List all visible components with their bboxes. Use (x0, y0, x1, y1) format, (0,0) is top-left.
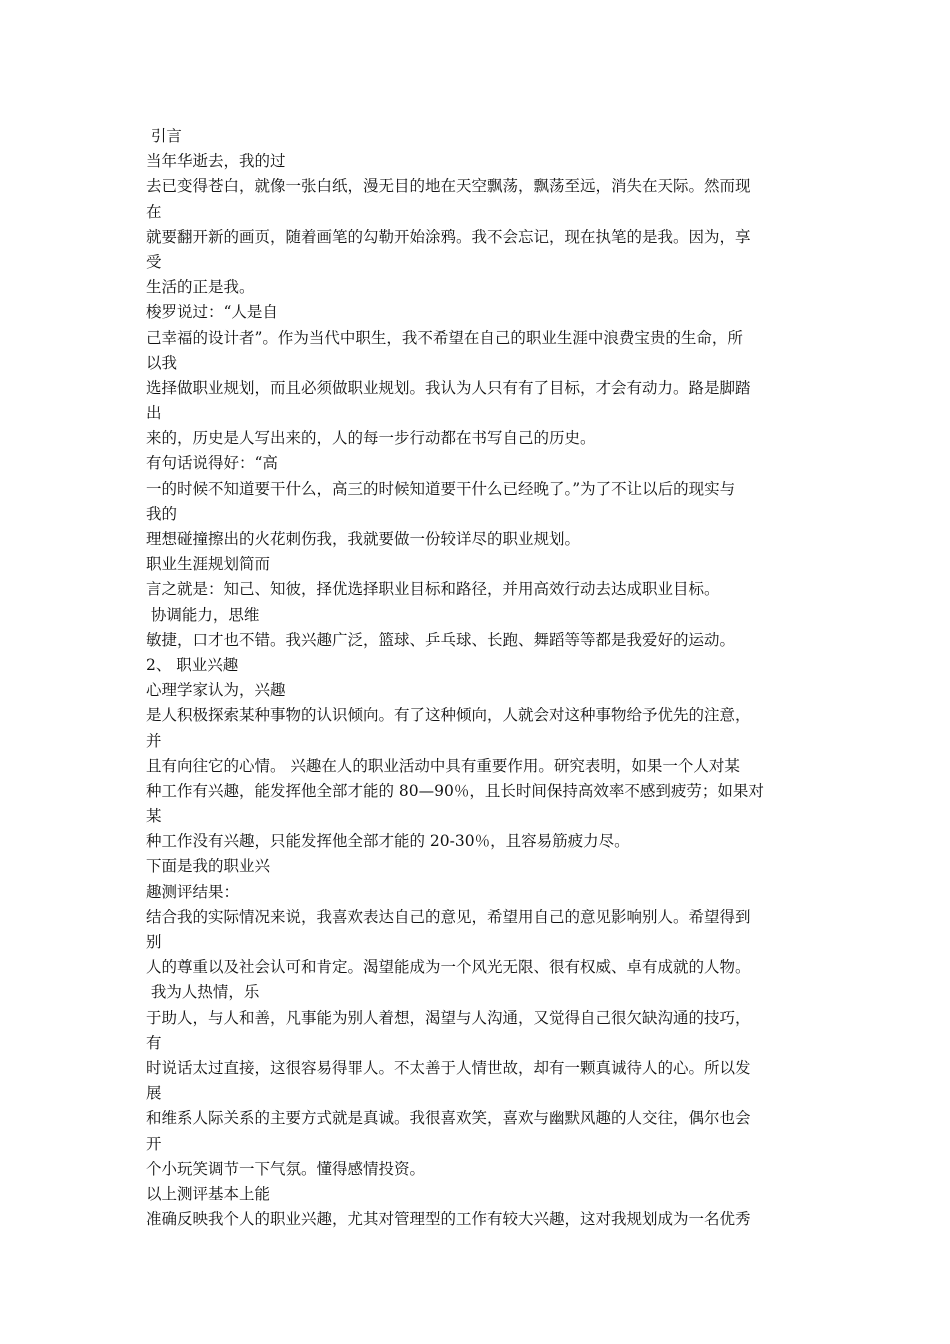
text-line: 于助人，与人和善，凡事能为别人着想，渴望与人沟通，又觉得自己很欠缺沟通的技巧， (146, 1008, 751, 1027)
text-line: 结合我的实际情况来说，我喜欢表达自己的意见，希望用自己的意见影响别人。希望得到 (146, 907, 751, 926)
text-line: 选择做职业规划，而且必须做职业规划。我认为人只有有了目标，才会有动力。路是脚踏 (146, 378, 751, 397)
text-line: 生活的正是我。 (146, 278, 255, 297)
text-line: 言之就是：知己、知彼，择优选择职业目标和路径，并用高效行动去达成职业目标。 (146, 580, 720, 599)
text-line: 种工作有兴趣，能发挥他全部才能的 80—90％，且长时间保持高效率不感到疲劳；如果对 (146, 781, 764, 800)
text-line: 别 (146, 933, 162, 951)
text-line: 是人积极探索某种事物的认识倾向。有了这种倾向，人就会对这种事物给予优先的注意， (146, 706, 751, 725)
text-line: 2、 职业兴趣 (146, 655, 239, 674)
text-line: 己幸福的设计者”。作为当代中职生，我不希望在自己的职业生涯中浪费宝贵的生命，所 (146, 328, 743, 347)
text-line: 引言 (146, 127, 182, 145)
text-line: 以上测评基本上能 (146, 1184, 271, 1203)
text-line: 受 (146, 252, 162, 271)
text-line: 以我 (146, 353, 178, 372)
text-line: 人的尊重以及社会认可和肯定。渴望能成为一个风光无限、很有权威、卓有成就的人物。 (146, 958, 751, 977)
text-line: 准确反映我个人的职业兴趣，尤其对管理型的工作有较大兴趣，这对我规划成为一名优秀 (146, 1210, 751, 1229)
text-line: 并 (146, 731, 162, 750)
text-line: 展 (146, 1084, 162, 1103)
text-line: 下面是我的职业兴 (146, 857, 271, 876)
text-line: 某 (146, 807, 162, 826)
text-line: 趣测评结果： (146, 882, 240, 901)
text-line: 个小玩笑调节一下气氛。懂得感情投资。 (146, 1159, 426, 1178)
text-line: 和维系人际关系的主要方式就是真诚。我很喜欢笑，喜欢与幽默风趣的人交往，偶尔也会 (146, 1109, 751, 1128)
text-line: 理想碰撞擦出的火花刺伤我，我就要做一份较详尽的职业规划。 (146, 530, 581, 548)
text-line: 就要翻开新的画页，随着画笔的勾勒开始涂鸦。我不会忘记，现在执笔的是我。因为，享 (146, 227, 751, 246)
text-line: 一的时候不知道要干什么，高三的时候知道要干什么已经晚了。”为了不让以后的现实与 (146, 479, 736, 498)
text-line: 时说话太过直接，这很容易得罪人。不太善于人情世故，却有一颗真诚待人的心。所以发 (146, 1058, 751, 1077)
text-line: 在 (146, 202, 162, 221)
text-line: 当年华逝去，我的过 (146, 152, 286, 171)
text-line: 有句话说得好：“高 (146, 454, 278, 473)
text-line: 我为人热情，乐 (146, 983, 260, 1002)
text-line: 种工作没有兴趣，只能发挥他全部才能的 20-30％，且容易筋疲力尽。 (146, 832, 630, 851)
text-line: 开 (146, 1134, 162, 1153)
text-line: 出 (146, 404, 162, 423)
text-line: 去已变得苍白，就像一张白纸，漫无目的地在天空飘荡，飘荡至远，消失在天际。然而现 (146, 177, 751, 196)
text-line: 来的，历史是人写出来的，人的每一步行动都在书写自己的历史。 (146, 429, 596, 448)
text-line: 敏捷，口才也不错。我兴趣广泛，篮球、乒乓球、长跑、舞蹈等等都是我爱好的运动。 (146, 630, 736, 649)
text-line: 梭罗说过：“人是自 (146, 303, 278, 322)
text-line: 协调能力，思维 (146, 605, 260, 624)
text-line: 有 (146, 1033, 162, 1052)
text-line: 心理学家认为，兴趣 (146, 681, 286, 700)
text-line: 我的 (146, 504, 178, 523)
text-line: 职业生涯规划简而 (146, 555, 271, 574)
text-line: 且有向往它的心情。 兴趣在人的职业活动中具有重要作用。研究表明，如果一个人对某 (146, 756, 740, 775)
document-body (146, 124, 810, 1232)
